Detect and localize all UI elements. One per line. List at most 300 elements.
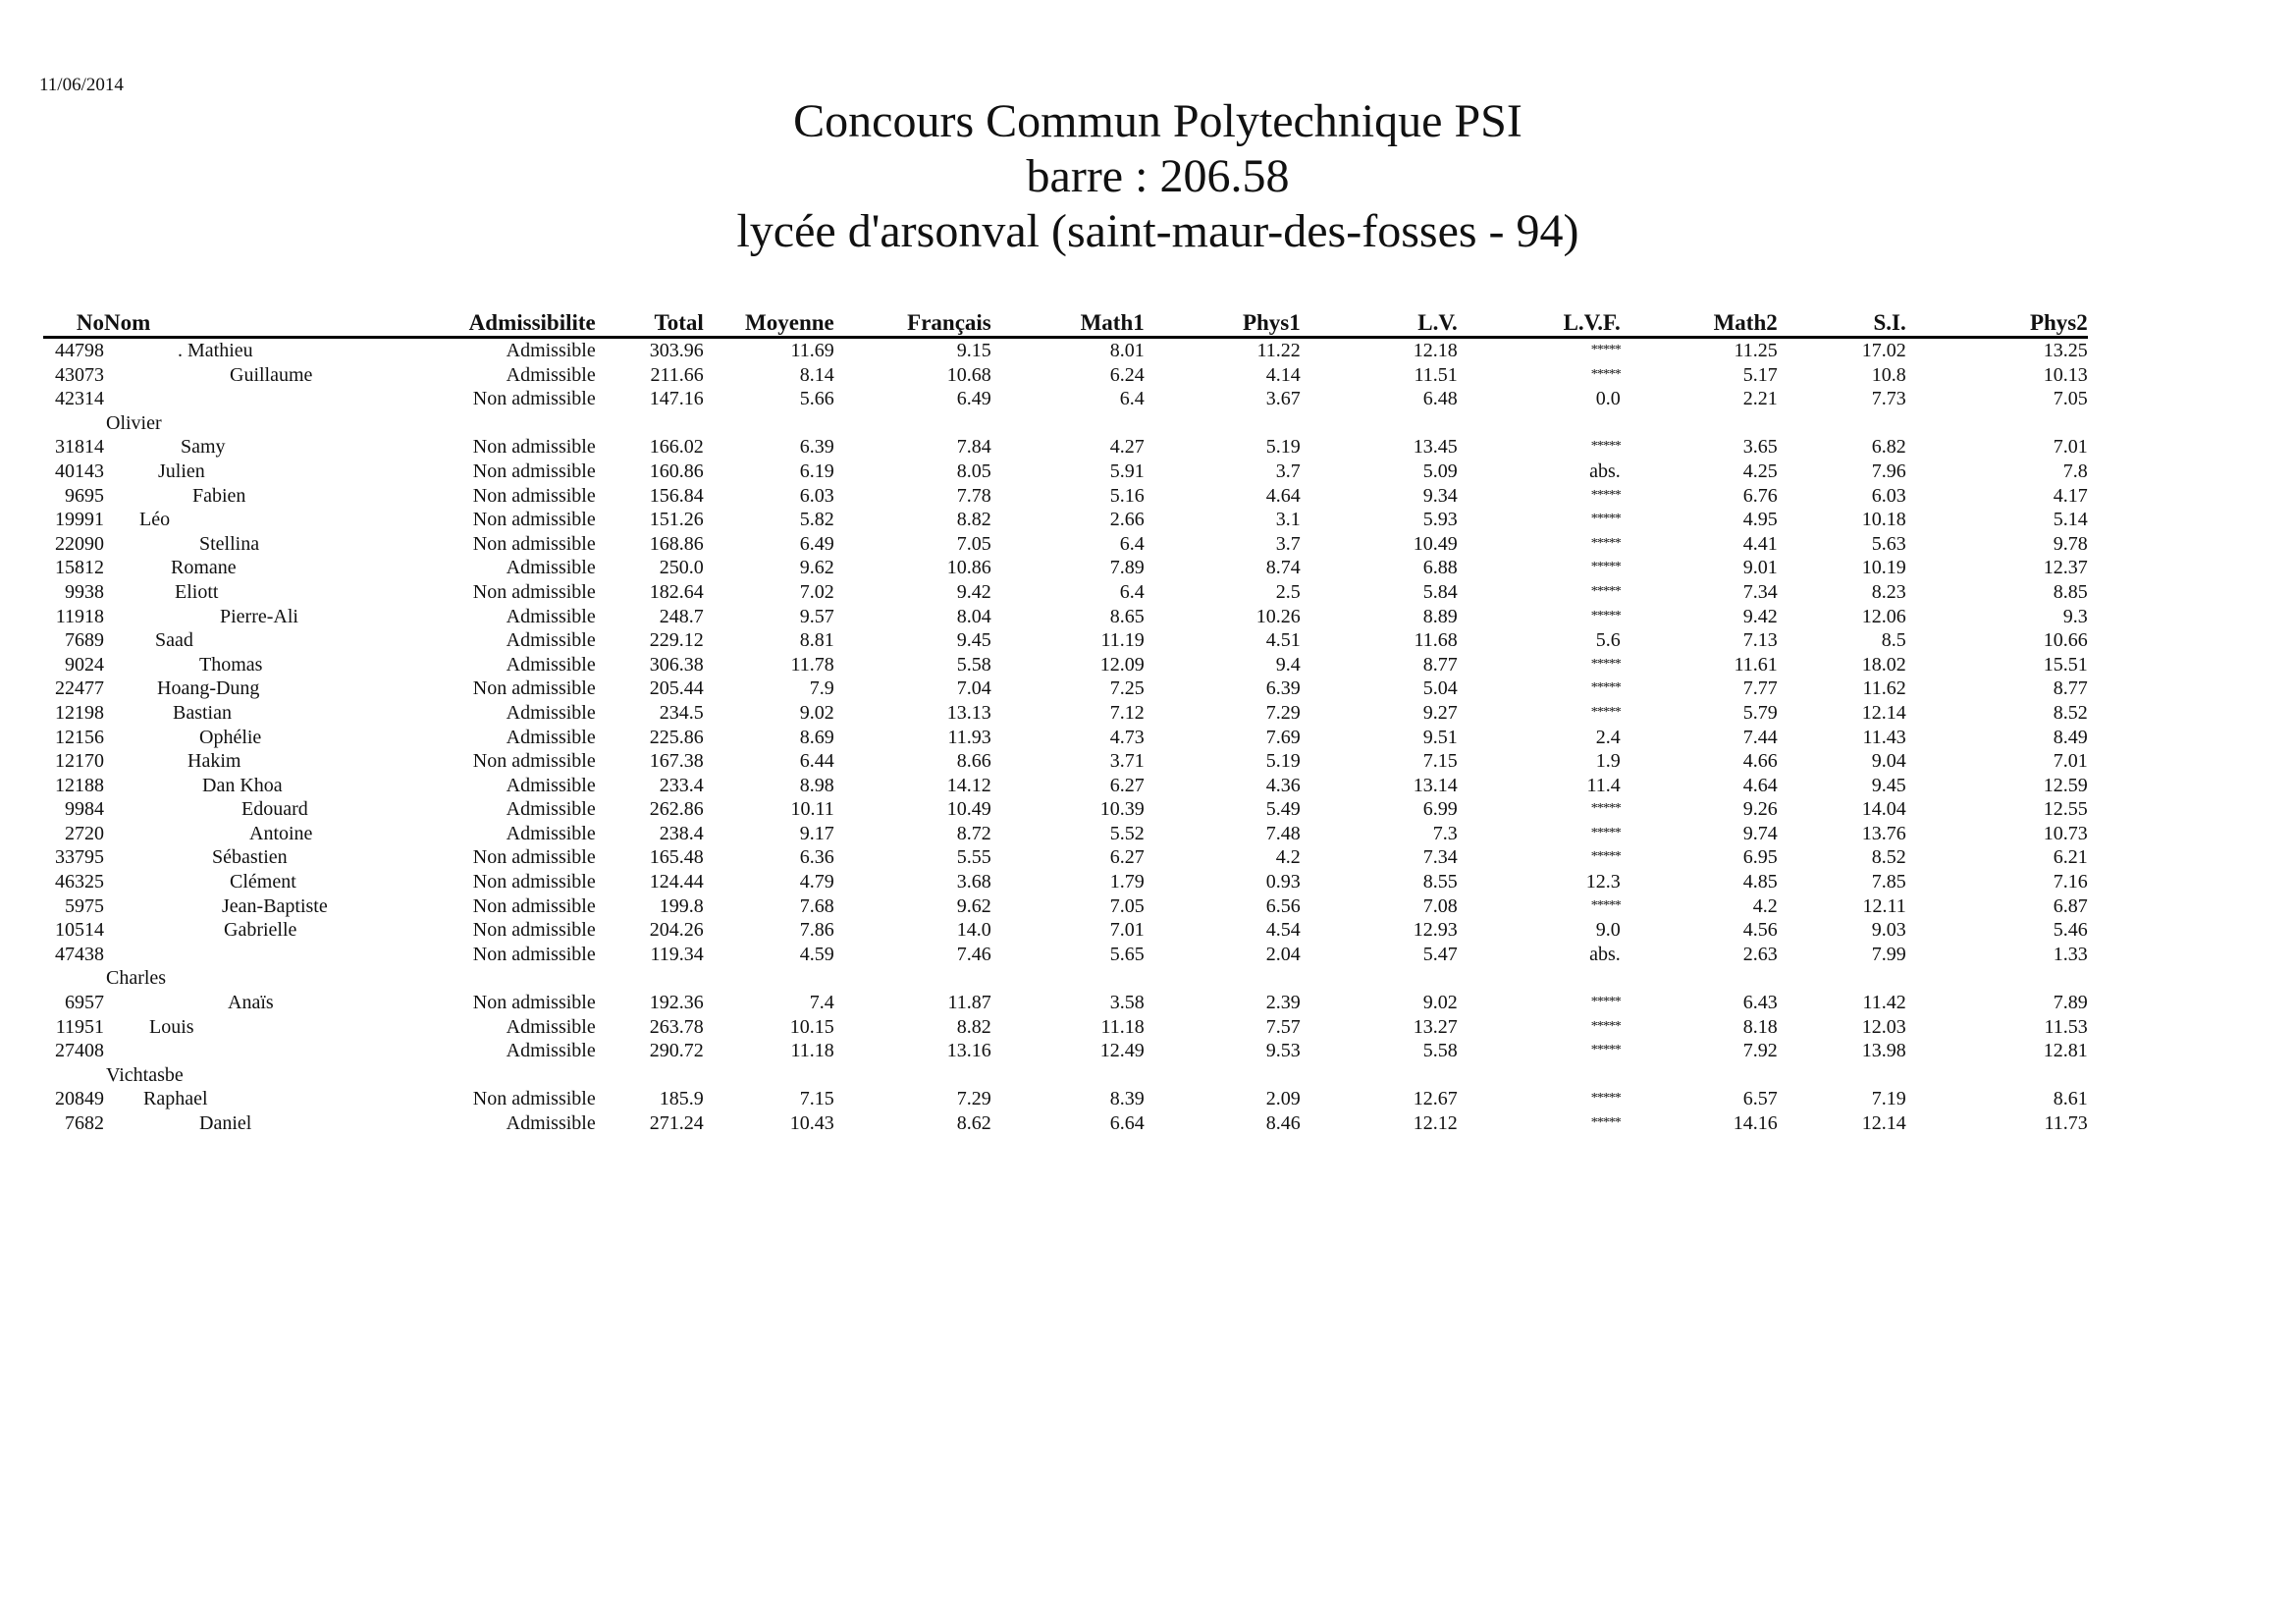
admissibility: Non admissible [472, 919, 596, 942]
total-score: 167.38 [649, 750, 704, 773]
francais-score: 7.78 [956, 484, 991, 507]
si-score: 6.82 [1871, 436, 1906, 459]
francais-score: 10.49 [946, 798, 991, 821]
phys1-score: 11.22 [1256, 340, 1301, 361]
total-score: 263.78 [649, 1015, 704, 1038]
francais-score: 7.29 [956, 1088, 991, 1110]
phys2-score: 10.73 [2043, 822, 2088, 844]
phys1-score: 8.74 [1265, 557, 1301, 579]
math1-score [991, 1063, 1145, 1088]
table-row [43, 363, 2088, 388]
phys1-score [1145, 966, 1301, 991]
math1-score: 6.4 [1119, 388, 1145, 410]
student-name: Ophélie [199, 726, 262, 748]
table-row [43, 580, 2088, 605]
student-name: Raphael [143, 1088, 208, 1110]
lvf-score: ***** [1590, 825, 1621, 840]
si-score: 12.11 [1862, 894, 1906, 917]
math2-score: 4.64 [1742, 774, 1778, 796]
table-row [43, 653, 2088, 677]
lv-score: 12.12 [1413, 1112, 1458, 1134]
column-header-francais: Français [834, 306, 991, 338]
lv-score: 13.45 [1413, 436, 1458, 459]
si-score: 7.19 [1871, 1088, 1906, 1110]
average-score: 10.15 [789, 1015, 834, 1038]
si-score [1778, 966, 1906, 991]
francais-score: 5.55 [956, 846, 991, 869]
average-score: 6.44 [799, 750, 834, 773]
student-number: 19991 [55, 509, 104, 531]
admissibility: Admissible [506, 340, 596, 361]
total-score: 119.34 [650, 943, 704, 965]
table-row [43, 628, 2088, 653]
table-row [43, 822, 2088, 846]
admissibility: Non admissible [472, 894, 596, 917]
phys1-score: 0.93 [1265, 871, 1301, 893]
average-score: 5.66 [799, 388, 834, 410]
admissibility: Non admissible [472, 943, 596, 965]
math2-score: 6.95 [1742, 846, 1778, 869]
phys1-score: 5.19 [1265, 436, 1301, 459]
student-name: Pierre-Ali [220, 605, 298, 627]
lv-score: 13.27 [1413, 1015, 1458, 1038]
francais-score [834, 1063, 991, 1088]
lvf-score: ***** [1590, 680, 1621, 696]
student-name: Dan Khoa [202, 774, 283, 796]
phys1-score: 3.67 [1265, 388, 1301, 410]
student-number: 9695 [65, 484, 104, 507]
total-score [596, 966, 704, 991]
math1-score: 5.16 [1109, 484, 1145, 507]
admissibility: Admissible [506, 1015, 596, 1038]
lv-score: 6.99 [1422, 798, 1458, 821]
si-score: 6.03 [1871, 484, 1906, 507]
lvf-score: ***** [1590, 1018, 1621, 1034]
total-score: 238.4 [659, 822, 704, 844]
math2-score: 7.77 [1742, 677, 1778, 700]
table-row [43, 532, 2088, 557]
lv-score: 9.51 [1422, 726, 1458, 748]
math1-score: 2.66 [1109, 509, 1145, 531]
phys2-score [1906, 966, 2088, 991]
student-number [43, 966, 104, 991]
si-score: 13.76 [1861, 822, 1906, 844]
francais-score: 13.16 [946, 1040, 991, 1062]
math1-score: 8.01 [1109, 340, 1145, 361]
average-score: 7.4 [809, 992, 834, 1014]
phys2-score: 10.66 [2043, 629, 2088, 652]
student-number: 6957 [65, 992, 104, 1014]
francais-score: 7.05 [956, 532, 991, 555]
table-row [43, 338, 2088, 363]
total-score [596, 411, 704, 436]
table-row [43, 676, 2088, 701]
lv-score: 7.34 [1422, 846, 1458, 869]
francais-score: 7.84 [956, 436, 991, 459]
math1-score: 4.73 [1109, 726, 1145, 748]
total-score: 165.48 [649, 846, 704, 869]
si-score: 8.52 [1871, 846, 1906, 869]
phys1-score: 2.04 [1265, 943, 1301, 965]
lvf-score: ***** [1590, 995, 1621, 1010]
results-table [43, 306, 2088, 1136]
student-number: 43073 [55, 363, 104, 386]
francais-score: 7.04 [956, 677, 991, 700]
math2-score: 11.25 [1734, 340, 1778, 361]
lv-score: 5.04 [1422, 677, 1458, 700]
francais-score: 7.46 [956, 943, 991, 965]
francais-score: 11.87 [947, 992, 991, 1014]
math1-score: 7.05 [1109, 894, 1145, 917]
francais-score: 8.82 [956, 509, 991, 531]
si-score: 7.96 [1871, 460, 1906, 482]
math2-score [1621, 411, 1778, 436]
student-number: 7682 [65, 1112, 104, 1134]
phys1-score: 9.53 [1265, 1040, 1301, 1062]
table-row [43, 1111, 2088, 1136]
lv-score: 11.51 [1414, 363, 1458, 386]
lvf-score: abs. [1589, 460, 1621, 482]
average-score [704, 1063, 834, 1088]
si-score: 12.06 [1861, 605, 1906, 627]
lvf-score: 12.3 [1585, 871, 1621, 893]
phys2-score: 12.81 [2043, 1040, 2088, 1062]
phys2-score: 8.49 [2053, 726, 2088, 748]
table-row [43, 845, 2088, 870]
student-number: 33795 [55, 846, 104, 869]
si-score: 9.03 [1871, 919, 1906, 942]
admissibility [328, 966, 596, 991]
phys1-score: 3.7 [1275, 460, 1301, 482]
student-number: 9938 [65, 580, 104, 603]
total-score: 250.0 [659, 557, 704, 579]
phys2-score: 11.73 [2044, 1112, 2088, 1134]
lv-score: 10.49 [1413, 532, 1458, 555]
average-score: 8.98 [799, 774, 834, 796]
average-score: 9.02 [799, 701, 834, 724]
total-score: 303.96 [649, 340, 704, 361]
si-score: 8.23 [1871, 580, 1906, 603]
admissibility: Admissible [506, 653, 596, 676]
table-row [43, 435, 2088, 460]
average-score [704, 966, 834, 991]
table-row [43, 556, 2088, 580]
math2-score: 5.79 [1742, 701, 1778, 724]
francais-score: 8.82 [956, 1015, 991, 1038]
phys1-score: 4.2 [1275, 846, 1301, 869]
phys2-score: 8.77 [2053, 677, 2088, 700]
phys1-score: 3.7 [1275, 532, 1301, 555]
total-score: 124.44 [649, 871, 704, 893]
phys2-score: 6.87 [2053, 894, 2088, 917]
lv-score: 12.18 [1413, 340, 1458, 361]
si-score: 11.42 [1862, 992, 1906, 1014]
table-row [43, 797, 2088, 822]
math2-score: 6.57 [1742, 1088, 1778, 1110]
math1-score: 6.27 [1109, 846, 1145, 869]
francais-score: 14.12 [946, 774, 991, 796]
si-score: 12.03 [1861, 1015, 1906, 1038]
admissibility: Non admissible [472, 436, 596, 459]
phys1-score: 2.39 [1265, 992, 1301, 1014]
math1-score: 1.79 [1109, 871, 1145, 893]
francais-score: 10.68 [946, 363, 991, 386]
total-score: 182.64 [649, 580, 704, 603]
lv-score: 8.55 [1422, 871, 1458, 893]
column-header-math1: Math1 [991, 306, 1145, 338]
math2-score: 4.85 [1742, 871, 1778, 893]
table-row [43, 726, 2088, 750]
lv-score: 5.47 [1422, 943, 1458, 965]
math1-score: 5.52 [1109, 822, 1145, 844]
student-name: Sébastien [212, 846, 288, 869]
math2-score: 11.61 [1734, 653, 1778, 676]
si-score: 7.73 [1871, 388, 1906, 410]
phys2-score: 9.78 [2053, 532, 2088, 555]
student-name: Gabrielle [224, 919, 297, 942]
si-score: 8.5 [1881, 629, 1906, 652]
lv-score: 9.34 [1422, 484, 1458, 507]
admissibility [328, 1063, 596, 1088]
total-score: 192.36 [649, 992, 704, 1014]
student-name: Saad [155, 629, 193, 652]
math2-score: 7.34 [1742, 580, 1778, 603]
francais-score: 13.13 [946, 701, 991, 724]
lvf-score [1458, 411, 1621, 436]
total-score: 204.26 [649, 919, 704, 942]
si-score: 12.14 [1861, 701, 1906, 724]
phys2-score [1906, 1063, 2088, 1088]
math1-score: 5.65 [1109, 943, 1145, 965]
lvf-score: 0.0 [1595, 388, 1621, 410]
lvf-score: ***** [1590, 343, 1621, 357]
average-score: 11.78 [790, 653, 834, 676]
phys2-score: 10.13 [2043, 363, 2088, 386]
student-name: . Mathieu [178, 340, 253, 361]
student-number: 11951 [55, 1015, 104, 1038]
math1-score: 11.19 [1100, 629, 1145, 652]
average-score [704, 411, 834, 436]
si-score: 11.62 [1862, 677, 1906, 700]
admissibility: Non admissible [472, 580, 596, 603]
average-score: 10.43 [789, 1112, 834, 1134]
total-score: 185.9 [659, 1088, 704, 1110]
student-name: Hakim [187, 750, 241, 773]
admissibility: Admissible [506, 774, 596, 796]
lv-score: 7.08 [1422, 894, 1458, 917]
francais-score: 6.49 [956, 388, 991, 410]
lvf-score: abs. [1589, 943, 1621, 965]
francais-score: 8.04 [956, 605, 991, 627]
table-row [43, 1039, 2088, 1063]
total-score: 151.26 [649, 509, 704, 531]
lv-score: 5.58 [1422, 1040, 1458, 1062]
table-row [43, 991, 2088, 1015]
math2-score: 4.66 [1742, 750, 1778, 773]
math2-score: 4.56 [1742, 919, 1778, 942]
student-number: 12170 [55, 750, 104, 773]
average-score: 7.02 [799, 580, 834, 603]
lv-score: 8.77 [1422, 653, 1458, 676]
phys2-score [1906, 411, 2088, 436]
student-name: Thomas [199, 653, 263, 676]
lvf-score: ***** [1590, 608, 1621, 623]
admissibility: Non admissible [472, 509, 596, 531]
phys2-score: 7.01 [2053, 750, 2088, 773]
math2-score: 7.44 [1742, 726, 1778, 748]
total-score: 290.72 [649, 1040, 704, 1062]
phys1-score: 7.57 [1265, 1015, 1301, 1038]
math2-score: 8.18 [1742, 1015, 1778, 1038]
total-score: 160.86 [649, 460, 704, 482]
column-header-moyenne: Moyenne [704, 306, 834, 338]
lv-score: 9.27 [1422, 701, 1458, 724]
math1-score: 12.49 [1099, 1040, 1145, 1062]
average-score: 9.57 [799, 605, 834, 627]
lv-score: 5.84 [1422, 580, 1458, 603]
table-row [43, 749, 2088, 774]
si-score: 13.98 [1861, 1040, 1906, 1062]
math2-score: 4.25 [1742, 460, 1778, 482]
table-row [43, 484, 2088, 509]
francais-score [834, 411, 991, 436]
si-score: 7.85 [1871, 871, 1906, 893]
lv-score: 5.93 [1422, 509, 1458, 531]
phys2-score: 7.16 [2053, 871, 2088, 893]
student-number: 12188 [55, 774, 104, 796]
title-threshold: barre : 206.58 [1026, 150, 1290, 202]
math2-score: 3.65 [1742, 436, 1778, 459]
student-name: Léo [139, 509, 171, 531]
average-score: 7.86 [799, 919, 834, 942]
si-score: 10.8 [1871, 363, 1906, 386]
table-row [43, 943, 2088, 967]
lv-score: 7.3 [1432, 822, 1458, 844]
phys1-score: 10.26 [1255, 605, 1301, 627]
math1-score: 12.09 [1099, 653, 1145, 676]
math2-score: 9.74 [1742, 822, 1778, 844]
student-name [104, 387, 328, 411]
student-name: Bastian [173, 701, 232, 724]
phys2-score: 11.53 [2044, 1015, 2088, 1038]
si-score: 12.14 [1861, 1112, 1906, 1134]
column-header-lv: L.V. [1301, 306, 1458, 338]
math2-score: 9.42 [1742, 605, 1778, 627]
student-number: 2720 [65, 822, 104, 844]
total-score: 199.8 [659, 894, 704, 917]
header-row [43, 306, 2088, 338]
lvf-score [1458, 966, 1621, 991]
lvf-score: ***** [1590, 801, 1621, 817]
student-number: 12156 [55, 726, 104, 748]
table-row [43, 460, 2088, 484]
admissibility: Admissible [506, 557, 596, 579]
math1-score: 6.4 [1119, 532, 1145, 555]
francais-score: 8.05 [956, 460, 991, 482]
phys2-score: 7.8 [2062, 460, 2088, 482]
lvf-score: 5.6 [1595, 629, 1621, 652]
phys1-score [1145, 411, 1301, 436]
phys1-score: 2.5 [1275, 580, 1301, 603]
student-number: 40143 [55, 460, 104, 482]
column-header-phys1: Phys1 [1145, 306, 1301, 338]
math2-score: 6.43 [1742, 992, 1778, 1014]
phys2-score: 7.01 [2053, 436, 2088, 459]
column-header-lvf: L.V.F. [1458, 306, 1621, 338]
average-score: 6.39 [799, 436, 834, 459]
lv-score: 6.88 [1422, 557, 1458, 579]
math2-score: 14.16 [1733, 1112, 1778, 1134]
math1-score: 6.24 [1109, 363, 1145, 386]
phys2-score: 4.17 [2053, 484, 2088, 507]
average-score: 7.9 [809, 677, 834, 700]
average-score: 7.68 [799, 894, 834, 917]
student-name: Jean-Baptiste [222, 894, 328, 917]
student-name: Louis [149, 1015, 194, 1038]
admissibility: Admissible [506, 726, 596, 748]
phys1-score: 6.56 [1265, 894, 1301, 917]
average-score: 9.62 [799, 557, 834, 579]
francais-score: 8.72 [956, 822, 991, 844]
phys2-score: 1.33 [2053, 943, 2088, 965]
francais-score: 9.42 [956, 580, 991, 603]
average-score: 11.69 [790, 340, 834, 361]
column-header-math2: Math2 [1621, 306, 1778, 338]
student-number: 20849 [55, 1088, 104, 1110]
si-score: 9.04 [1871, 750, 1906, 773]
si-score: 10.18 [1861, 509, 1906, 531]
student-name: Romane [171, 557, 237, 579]
phys2-score: 7.89 [2053, 992, 2088, 1014]
student-name: Anaïs [228, 992, 274, 1014]
phys1-score: 4.54 [1265, 919, 1301, 942]
student-number: 12198 [55, 701, 104, 724]
table-row [43, 387, 2088, 411]
math1-score: 6.64 [1109, 1112, 1145, 1134]
phys1-score: 5.19 [1265, 750, 1301, 773]
lvf-score: ***** [1590, 560, 1621, 575]
si-score [1778, 411, 1906, 436]
lvf-score: ***** [1590, 1043, 1621, 1058]
francais-score: 8.66 [956, 750, 991, 773]
math1-score: 11.18 [1100, 1015, 1145, 1038]
phys1-score: 2.09 [1265, 1088, 1301, 1110]
lvf-score: ***** [1590, 487, 1621, 503]
admissibility: Non admissible [472, 750, 596, 773]
student-name: Fabien [192, 484, 246, 507]
average-score: 6.36 [799, 846, 834, 869]
lvf-score: ***** [1590, 849, 1621, 865]
math2-score: 6.76 [1742, 484, 1778, 507]
student-number: 9024 [65, 653, 104, 676]
phys1-score: 6.39 [1265, 677, 1301, 700]
document-date: 11/06/2014 [39, 75, 124, 95]
si-score: 9.45 [1871, 774, 1906, 796]
math1-score: 10.39 [1099, 798, 1145, 821]
math1-score: 8.65 [1109, 605, 1145, 627]
lvf-score: ***** [1590, 1115, 1621, 1130]
francais-score: 10.86 [946, 557, 991, 579]
total-score: 271.24 [649, 1112, 704, 1134]
math1-score: 7.12 [1109, 701, 1145, 724]
lv-score [1301, 966, 1458, 991]
table-row [43, 870, 2088, 894]
phys2-score: 13.25 [2043, 340, 2088, 361]
francais-score: 3.68 [956, 871, 991, 893]
admissibility: Admissible [506, 798, 596, 821]
admissibility: Admissible [506, 605, 596, 627]
student-number: 42314 [55, 388, 104, 410]
